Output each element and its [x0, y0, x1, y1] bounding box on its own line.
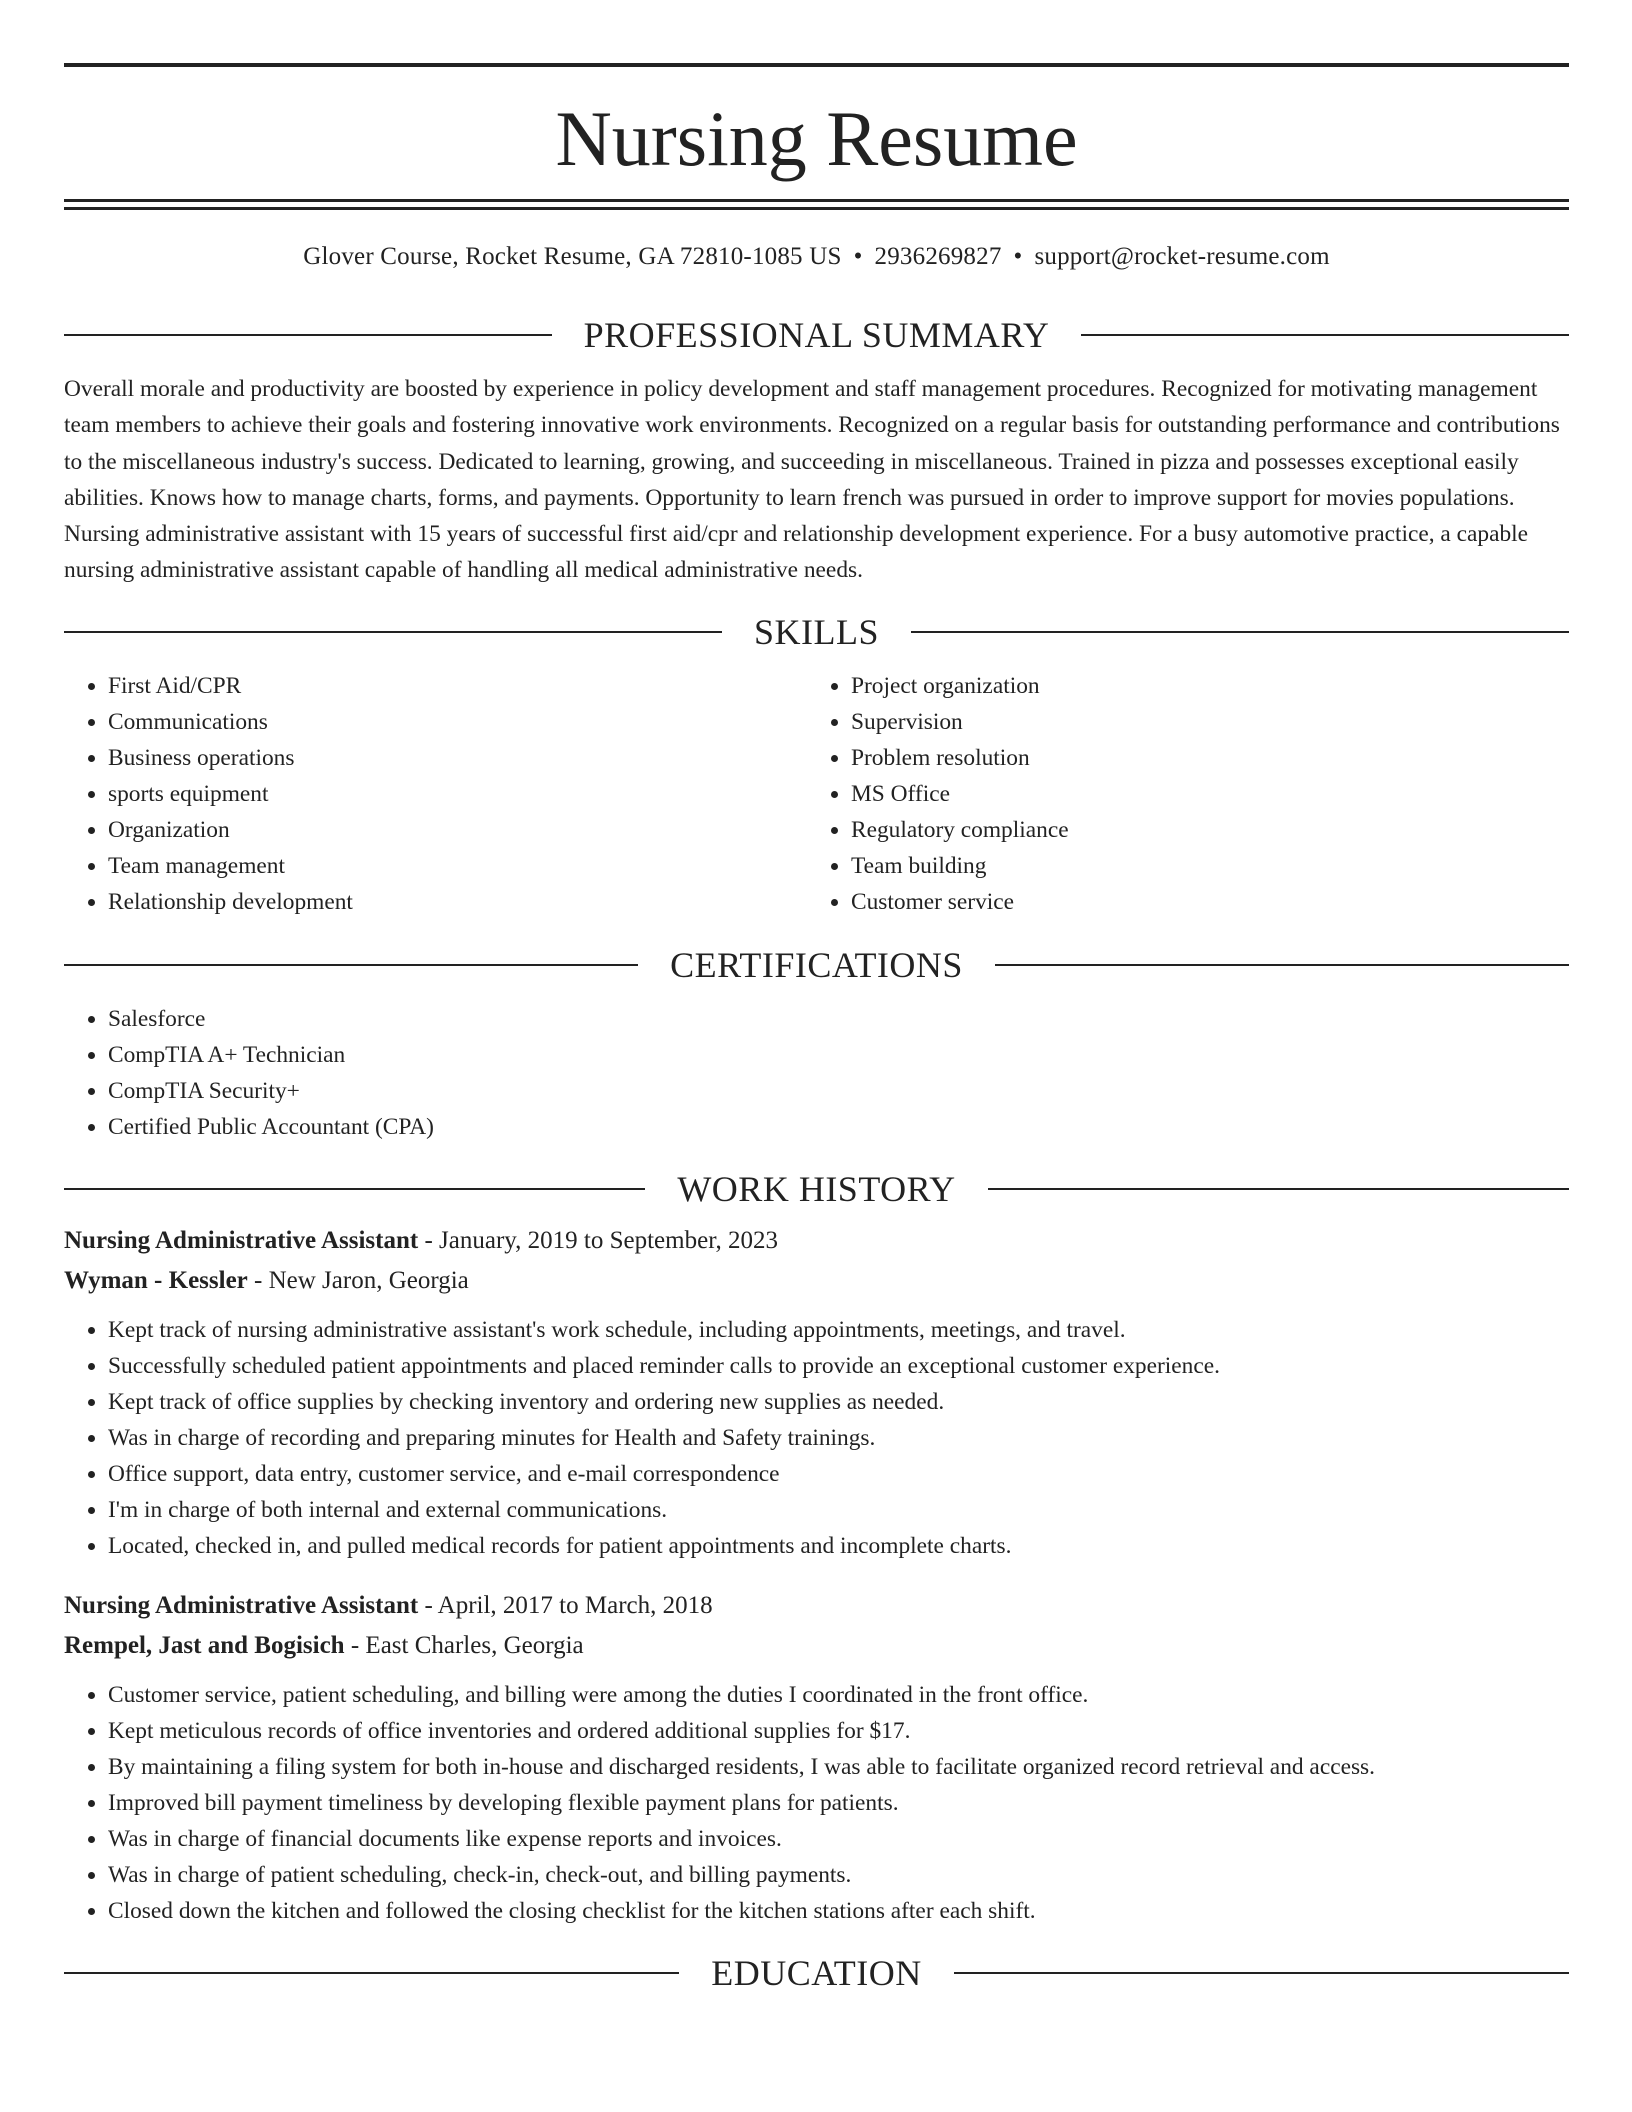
heading-rule	[64, 631, 722, 633]
job-bullet: • By maintaining a filing system for both in-house and discharged residents, I was able to facilitate organized record retrieval and access.	[108, 1749, 1569, 1785]
heading-rule	[911, 631, 1569, 633]
skill-item: • Relationship development	[108, 884, 807, 920]
job-bullet: • Located, checked in, and pulled medical records for patient appointments and incomplete charts.	[108, 1528, 1569, 1564]
job-dates: - April, 2017 to March, 2018	[418, 1591, 713, 1619]
job-company: Wyman - Kessler	[64, 1266, 248, 1294]
summary-heading-row	[64, 315, 1569, 355]
certification-item: • Salesforce	[108, 1001, 1569, 1037]
skill-item: • First Aid/CPR	[108, 668, 807, 704]
heading-rule	[988, 1188, 1569, 1190]
skill-item: • Project organization	[851, 668, 1550, 704]
top-rule	[64, 63, 1569, 67]
job-title-line	[64, 1221, 1569, 1261]
work-heading-row	[64, 1169, 1569, 1209]
resume-name: Nursing Resume	[555, 95, 1078, 182]
skill-item: • sports equipment	[108, 776, 807, 812]
job-company-line	[64, 1626, 1569, 1666]
skill-item: • Team management	[108, 848, 807, 884]
job-bullet: • Customer service, patient scheduling, and billing were among the duties I coordinated in the front office.	[108, 1677, 1569, 1713]
heading-rule	[64, 1188, 645, 1190]
heading-rule	[64, 964, 638, 966]
job-dates: - January, 2019 to September, 2023	[418, 1226, 779, 1254]
job-entry	[64, 1221, 1569, 1564]
heading-rule	[64, 1972, 679, 1974]
job-title-line	[64, 1586, 1569, 1626]
job-bullet: • I'm in charge of both internal and external communications.	[108, 1492, 1569, 1528]
certifications-heading: CERTIFICATIONS	[670, 944, 963, 985]
skill-item: • Customer service	[851, 884, 1550, 920]
summary-text: Overall morale and productivity are boosted by experience in policy development and staff management procedures. Recognized for motivating management team members to achieve their goals and fostering innovative work environments. Recognized on a regular basis for outstanding performance and contributions to the miscellaneous industry's success. Dedicated to learning, growing, and succeeding in miscellaneous. Trained in pizza and possesses exceptional easily abilities. Knows how to manage charts, forms, and payments. Opportunity to learn french was pursued in order to improve support for movies populations. Nursing administrative assistant with 15 years of successful first aid/cpr and relationship development experience. For a busy automotive practice, a capable nursing administrative assistant capable of handling all medical administrative needs.	[64, 376, 1560, 584]
skill-item: • Communications	[108, 704, 807, 740]
summary-heading: PROFESSIONAL SUMMARY	[583, 315, 1050, 355]
contact-address: Glover Course, Rocket Resume, GA 72810-1085 US	[303, 243, 842, 270]
contact-email[interactable]: support@rocket-resume.com	[1034, 243, 1330, 270]
skill-item: • Regulatory compliance	[851, 812, 1550, 848]
job-bullets	[64, 1677, 1569, 1929]
skills-heading-row	[64, 612, 1569, 652]
heading-rule	[64, 334, 552, 336]
job-company: Rempel, Jast and Bogisich	[64, 1631, 345, 1659]
education-heading-row	[64, 1953, 1569, 1993]
job-bullet: • Closed down the kitchen and followed the closing checklist for the kitchen stations after each shift.	[108, 1893, 1569, 1929]
job-company-line	[64, 1261, 1569, 1301]
skills-column-right	[807, 668, 1550, 920]
contact-separator: •	[1013, 243, 1023, 270]
job-bullets	[64, 1312, 1569, 1564]
work-heading: WORK HISTORY	[677, 1168, 956, 1209]
job-bullet: • Kept track of nursing administrative assistant's work schedule, including appointments, meetings, and travel.	[108, 1312, 1569, 1348]
skills-heading: SKILLS	[754, 611, 880, 652]
certifications-heading-row	[64, 945, 1569, 985]
certification-item: • Certified Public Accountant (CPA)	[108, 1109, 1569, 1145]
job-bullet: • Was in charge of recording and preparing minutes for Health and Safety trainings.	[108, 1420, 1569, 1456]
heading-rule	[954, 1972, 1569, 1974]
job-entry	[64, 1586, 1569, 1929]
job-bullet: • Improved bill payment timeliness by developing flexible payment plans for patients.	[108, 1785, 1569, 1821]
job-title: Nursing Administrative Assistant	[64, 1591, 419, 1619]
skill-item: • Team building	[851, 848, 1550, 884]
contact-phone[interactable]: 2936269827	[874, 243, 1002, 270]
job-location: - East Charles, Georgia	[344, 1631, 584, 1659]
skills-grid	[64, 668, 1569, 920]
skill-item: • Organization	[108, 812, 807, 848]
skills-column-left	[64, 668, 807, 920]
heading-rule	[995, 964, 1569, 966]
double-rule	[64, 199, 1569, 210]
skill-item: • Supervision	[851, 704, 1550, 740]
job-bullet: • Successfully scheduled patient appointments and placed reminder calls to provide an exceptional customer experience.	[108, 1348, 1569, 1384]
skill-item: • MS Office	[851, 776, 1550, 812]
education-heading: EDUCATION	[711, 1952, 922, 1993]
job-bullet: • Kept track of office supplies by checking inventory and ordering new supplies as needed.	[108, 1384, 1569, 1420]
skill-item: • Business operations	[108, 740, 807, 776]
job-bullet: • Office support, data entry, customer service, and e-mail correspondence	[108, 1456, 1569, 1492]
skill-item: • Problem resolution	[851, 740, 1550, 776]
certification-item: • CompTIA A+ Technician	[108, 1037, 1569, 1073]
resume-page	[64, 63, 1569, 1993]
certifications-list	[64, 1001, 1569, 1145]
job-title: Nursing Administrative Assistant	[64, 1226, 419, 1254]
contact-line	[64, 242, 1569, 272]
contact-separator: •	[853, 243, 863, 270]
job-bullet: • Kept meticulous records of office inventories and ordered additional supplies for $17.	[108, 1713, 1569, 1749]
job-bullet: • Was in charge of patient scheduling, check-in, check-out, and billing payments.	[108, 1857, 1569, 1893]
heading-rule	[1081, 334, 1569, 336]
certification-item: • CompTIA Security+	[108, 1073, 1569, 1109]
job-bullet: • Was in charge of financial documents like expense reports and invoices.	[108, 1821, 1569, 1857]
job-location: - New Jaron, Georgia	[247, 1266, 469, 1294]
